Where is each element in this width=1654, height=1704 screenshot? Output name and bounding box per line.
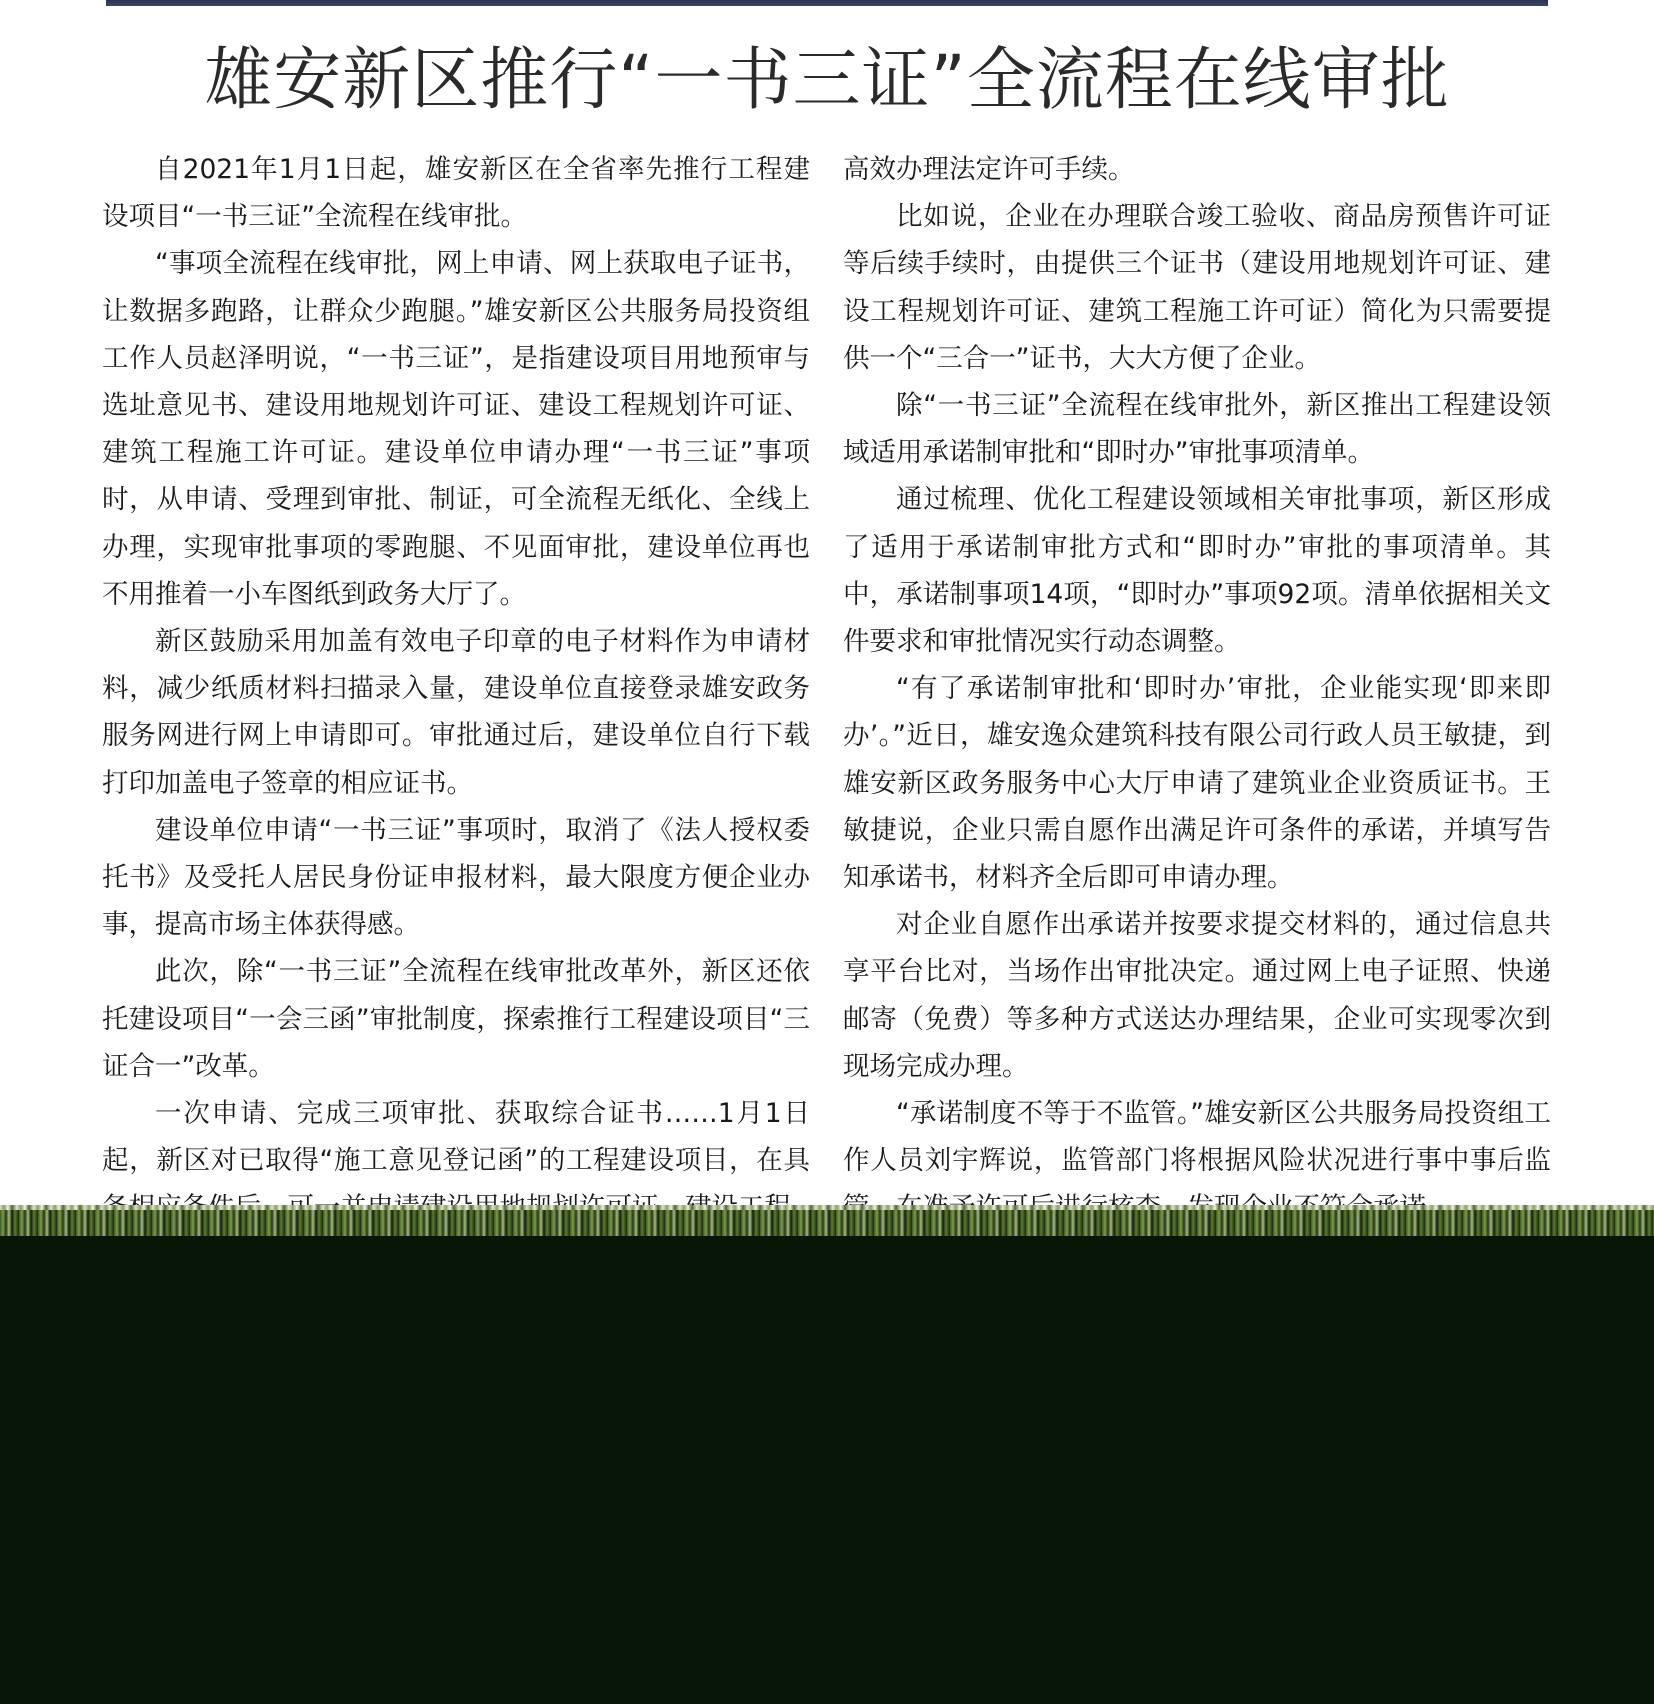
left-column [102,146,810,1232]
right-column [843,146,1551,1232]
scan-dark-area [0,1236,1654,1704]
scan-artifact-band [0,1210,1654,1236]
paragraph: 新区鼓励采用加盖有效电子印章的电子材料作为申请材料，减少纸质材料扫描录入量，建设单位直接登录雄安政务服务网进行网上申请即可。审批通过后，建设单位自行下载打印加盖电子签章的相应证书。 [102,626,810,799]
paragraph: 对企业自愿作出承诺并按要求提交材料的，通过信息共享平台比对，当场作出审批决定。通过网上电子证照、快递邮寄（免费）等多种方式送达办理结果，企业可实现零次到现场完成办理。 [843,909,1551,1082]
paragraph: 建设单位申请“一书三证”事项时，取消了《法人授权委托书》及受托人居民身份证申报材料，最大限度方便企业办事，提高市场主体获得感。 [102,814,810,941]
paragraph: “事项全流程在线审批，网上申请、网上获取电子证书，让数据多跑路，让群众少跑腿。”雄安新区公共服务局投资组工作人员赵泽明说，“一书三证”，是指建设项目用地预审与选址意见书、建设用地规划许可证、建设工程规划许可证、建筑工程施工许可证。建设单位申请办理“一书三证”事项时，从申请、受理到审批、制证，可全流程无纸化、全线上办理，实现审批事项的零跑腿、不见面审批，建设单位再也不用推着一小车图纸到政务大厅了。 [102,248,810,610]
paragraph: 此次，除“一书三证”全流程在线审批改革外，新区还依托建设项目“一会三函”审批制度，探索推行工程建设项目“三证合一”改革。 [102,956,810,1082]
paragraph: “有了承诺制审批和‘即时办’审批，企业能实现‘即来即办’。”近日，雄安逸众建筑科技有限公司行政人员王敏捷，到雄安新区政务服务中心大厅申请了建筑业企业资质证书。王敏捷说，企业只需自愿作出满足许可条件的承诺，并填写告知承诺书，材料齐全后即可申请办理。 [843,673,1551,894]
headline: 雄安新区推行“一书三证”全流程在线审批 [204,41,1450,120]
paragraph: 自2021年1月1日起，雄安新区在全省率先推行工程建设项目“一书三证”全流程在线审批。 [102,154,810,233]
paragraph: 一次申请、完成三项审批、获取综合证书……1月1日起，新区对已取得“施工意见登记函”的工程建设项目，在具 [102,1098,810,1177]
paragraph: 除“一书三证”全流程在线审批外，新区推出工程建设领域适用承诺制审批和“即时办”审批事项清单。 [843,390,1551,469]
paragraph-continuation: 高效办理法定许可手续。 [843,154,1135,185]
paragraph: 通过梳理、优化工程建设领域相关审批事项，新区形成了适用于承诺制审批方式和“即时办”审批的事项清单。其中，承诺制事项14项，“即时办”事项92项。清单依据相关文件要求和审批情况实行动态调整。 [843,484,1551,658]
paragraph: “承诺制度不等于不监管。”雄安新区公共服务局投资组工作人员刘宇辉说，监管部门将根据风险状况进行事中事后监 [843,1098,1551,1177]
paragraph: 比如说，企业在办理联合竣工验收、商品房预售许可证等后续手续时，由提供三个证书（建设用地规划许可证、建设工程规划许可证、建筑工程施工许可证）简化为只需要提供一个“三合一”证书，大大方便了企业。 [843,201,1551,374]
top-rule [106,0,1548,6]
